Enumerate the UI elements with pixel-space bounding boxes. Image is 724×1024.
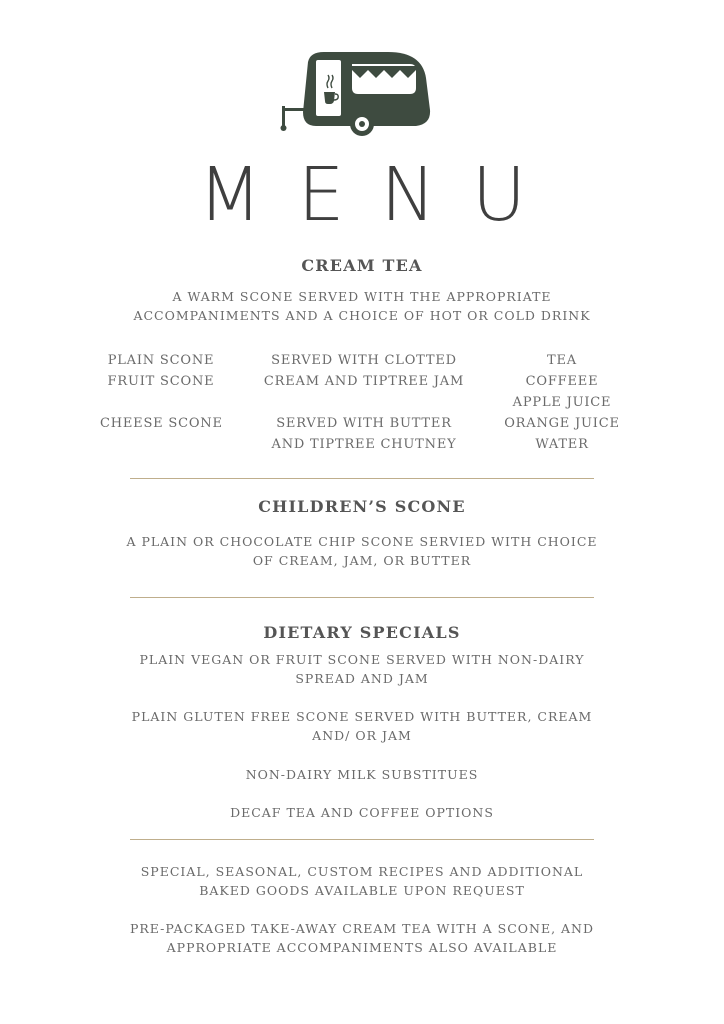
dietary-specials-heading: DIETARY SPECIALS <box>263 623 461 642</box>
decaf-options: DECAF TEA AND COFFEE OPTIONS <box>230 805 494 820</box>
non-dairy-milk: NON-DAIRY MILK SUBSTITUES <box>245 767 479 782</box>
serving-line: CREAM AND TIPTREE JAM <box>263 374 465 389</box>
special-request-line2: BAKED GOODS AVAILABLE UPON REQUEST <box>199 883 525 898</box>
childrens-description-line1: A PLAIN OR CHOCOLATE CHIP SCONE SERVIED WITH CHOICE <box>126 534 598 549</box>
drink-item: APPLE JUICE <box>512 395 612 410</box>
scone-list <box>100 350 222 434</box>
takeaway-line1: PRE-PACKAGED TAKE-AWAY CREAM TEA WITH A SCONE, AND <box>129 921 595 936</box>
gluten-free-line2: AND/ OR JAM <box>312 728 412 743</box>
drink-item: WATER <box>535 437 589 452</box>
childrens-scone-heading: CHILDREN’S SCONE <box>258 497 466 516</box>
cream-tea-heading: CREAM TEA <box>301 256 423 275</box>
scone-item: FRUIT SCONE <box>107 374 215 389</box>
page-title: MENU <box>197 152 563 238</box>
section-divider <box>130 839 594 840</box>
drink-item: ORANGE JUICE <box>504 416 620 431</box>
scone-item: PLAIN SCONE <box>107 353 215 368</box>
cream-tea-description-line1: A WARM SCONE SERVED WITH THE APPROPRIATE <box>172 289 552 304</box>
serving-line: SERVED WITH BUTTER <box>276 416 452 431</box>
drink-item: TEA <box>547 353 577 368</box>
drink-list <box>494 350 630 455</box>
childrens-description-line2: OF CREAM, JAM, OR BUTTER <box>252 553 472 568</box>
serving-list <box>252 350 476 455</box>
cream-tea-description-line2: ACCOMPANIMENTS AND A CHOICE OF HOT OR COLD DRINK <box>133 308 591 323</box>
serving-line: AND TIPTREE CHUTNEY <box>271 437 457 452</box>
drink-item: COFFEEE <box>525 374 599 389</box>
vegan-line1: PLAIN VEGAN OR FRUIT SCONE SERVED WITH NON-DAIRY <box>139 652 585 667</box>
scone-item: CHEESE SCONE <box>100 416 223 431</box>
caravan-tea-icon <box>276 48 440 138</box>
gluten-free-line1: PLAIN GLUTEN FREE SCONE SERVED WITH BUTTER, CREAM <box>131 709 593 724</box>
special-request-line1: SPECIAL, SEASONAL, CUSTOM RECIPES AND ADDITIONAL <box>140 864 584 879</box>
takeaway-line2: APPROPRIATE ACCOMPANIMENTS ALSO AVAILABLE <box>166 940 558 955</box>
vegan-line2: SPREAD AND JAM <box>295 671 429 686</box>
serving-line: SERVED WITH CLOTTED <box>271 353 457 368</box>
section-divider <box>130 597 594 598</box>
section-divider <box>130 478 594 479</box>
